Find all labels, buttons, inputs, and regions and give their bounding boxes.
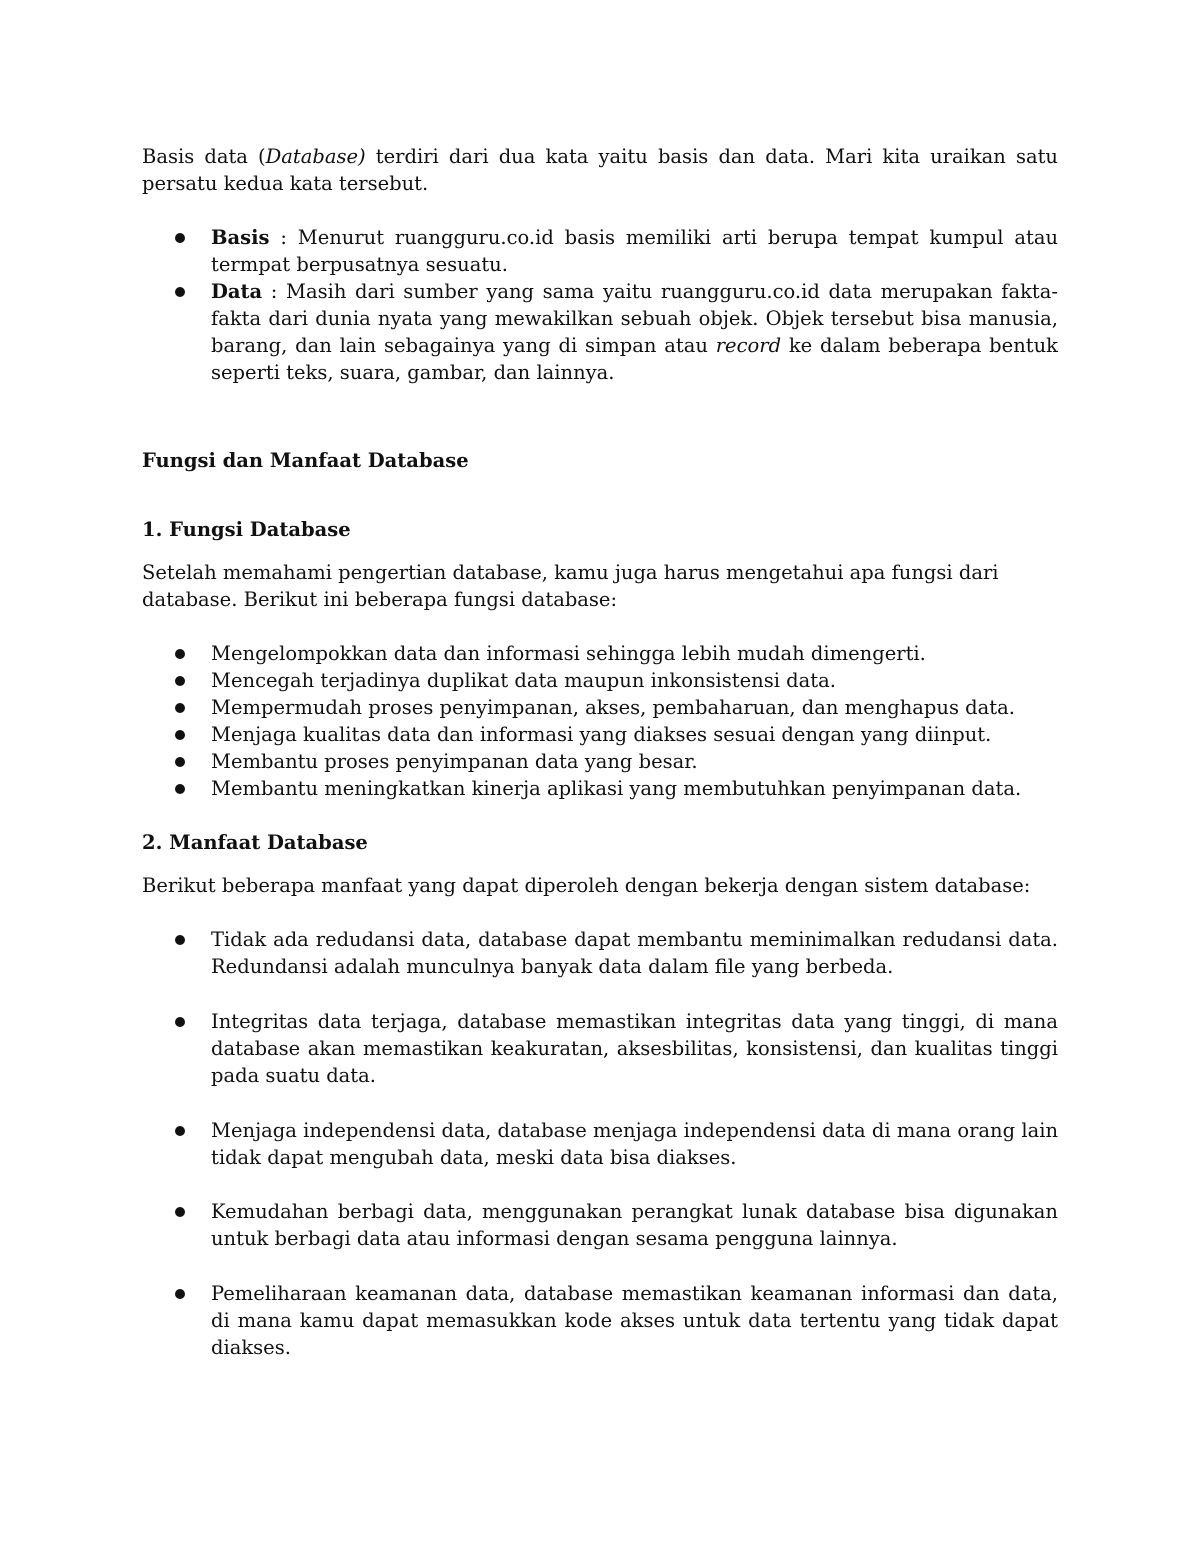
fungsi-list	[142, 640, 1058, 802]
list-item	[142, 1008, 1058, 1089]
bullet-icon	[175, 757, 185, 767]
bullet-icon	[175, 649, 185, 659]
definition-list	[142, 224, 1058, 386]
list-item	[142, 1198, 1058, 1252]
bullet-icon	[175, 935, 185, 945]
list-item	[142, 640, 1058, 667]
bullet-icon	[175, 1207, 185, 1217]
list-item-text: Membantu proses penyimpanan data yang besar.	[211, 750, 698, 773]
intro-text-start: Basis data (	[142, 145, 266, 168]
list-item-text: Mempermudah proses penyimpanan, akses, pembaharuan, dan menghapus data.	[211, 696, 1015, 719]
list-item-text: Pemeliharaan keamanan data, database memastikan keamanan informasi dan data, di mana kamu dapat memasukkan kode akses untuk data tertentu yang tidak dapat diakses.	[211, 1282, 1058, 1359]
list-item-text: Tidak ada redudansi data, database dapat membantu meminimalkan redudansi data. Redundansi adalah munculnya banyak data dalam file yang berbeda.	[211, 928, 1058, 978]
term-basis: Basis	[211, 226, 270, 249]
manfaat-list	[142, 1117, 1058, 1171]
list-item	[142, 748, 1058, 775]
manfaat-list	[142, 1280, 1058, 1361]
list-item	[142, 1280, 1058, 1361]
section-title: Fungsi dan Manfaat Database	[142, 449, 469, 472]
manfaat-list	[142, 926, 1058, 980]
list-item-text: Kemudahan berbagi data, menggunakan perangkat lunak database bisa digunakan untuk berbagi data atau informasi dengan sesama pengguna lainnya.	[211, 1200, 1058, 1250]
intro-term-database: Database)	[265, 145, 366, 168]
term-record: record	[715, 334, 782, 357]
list-item-text: Menjaga independensi data, database menjaga independensi data di mana orang lain tidak dapat mengubah data, meski data bisa diakses.	[211, 1119, 1058, 1169]
bullet-icon	[175, 287, 185, 297]
bullet-icon	[175, 730, 185, 740]
list-item	[142, 775, 1058, 802]
bullet-icon	[175, 1289, 185, 1299]
list-item-data	[142, 278, 1058, 386]
list-item-text: Mengelompokkan data dan informasi sehingga lebih mudah dimengerti.	[211, 642, 926, 665]
manfaat-list	[142, 1008, 1058, 1089]
intro-text-end: terdiri dari dua kata yaitu basis dan data. Mari kita uraikan satu persatu kedua kata tersebut.	[142, 145, 1058, 195]
definition-data-start: : Masih dari sumber yang sama yaitu ruangguru.co.id data merupakan fakta-fakta dari dunia nyata yang mewakilkan sebuah objek. Objek tersebut bisa manusia, barang, dan lain sebagainya yang di simpan atau	[211, 280, 1058, 357]
list-item-text: Menjaga kualitas data dan informasi yang diakses sesuai dengan yang diinput.	[211, 723, 992, 746]
manfaat-heading: 2. Manfaat Database	[142, 831, 368, 854]
list-item-text: Integritas data terjaga, database memastikan integritas data yang tinggi, di mana database akan memastikan keakuratan, aksesbilitas, konsistensi, dan kualitas tinggi pada suatu data.	[211, 1010, 1058, 1087]
bullet-icon	[175, 703, 185, 713]
list-item	[142, 721, 1058, 748]
intro-paragraph	[142, 143, 1058, 197]
definition-basis: : Menurut ruangguru.co.id basis memiliki arti berupa tempat kumpul atau termpat berpusatnya sesuatu.	[211, 226, 1058, 276]
list-item	[142, 667, 1058, 694]
fungsi-heading: 1. Fungsi Database	[142, 518, 351, 541]
bullet-icon	[175, 1017, 185, 1027]
list-item-basis	[142, 224, 1058, 278]
manfaat-intro: Berikut beberapa manfaat yang dapat diperoleh dengan bekerja dengan sistem database:	[142, 874, 1031, 897]
fungsi-intro: Setelah memahami pengertian database, kamu juga harus mengetahui apa fungsi dari database. Berikut ini beberapa fungsi database:	[142, 561, 999, 611]
bullet-icon	[175, 676, 185, 686]
bullet-icon	[175, 233, 185, 243]
term-data: Data	[211, 280, 263, 303]
manfaat-list	[142, 1198, 1058, 1252]
list-item	[142, 694, 1058, 721]
list-item-text: Mencegah terjadinya duplikat data maupun inkonsistensi data.	[211, 669, 836, 692]
list-item-text: Membantu meningkatkan kinerja aplikasi yang membutuhkan penyimpanan data.	[211, 777, 1022, 800]
list-item	[142, 926, 1058, 980]
definition-data-end: ke dalam beberapa bentuk seperti teks, suara, gambar, dan lainnya.	[211, 334, 1058, 384]
bullet-icon	[175, 784, 185, 794]
list-item	[142, 1117, 1058, 1171]
bullet-icon	[175, 1126, 185, 1136]
